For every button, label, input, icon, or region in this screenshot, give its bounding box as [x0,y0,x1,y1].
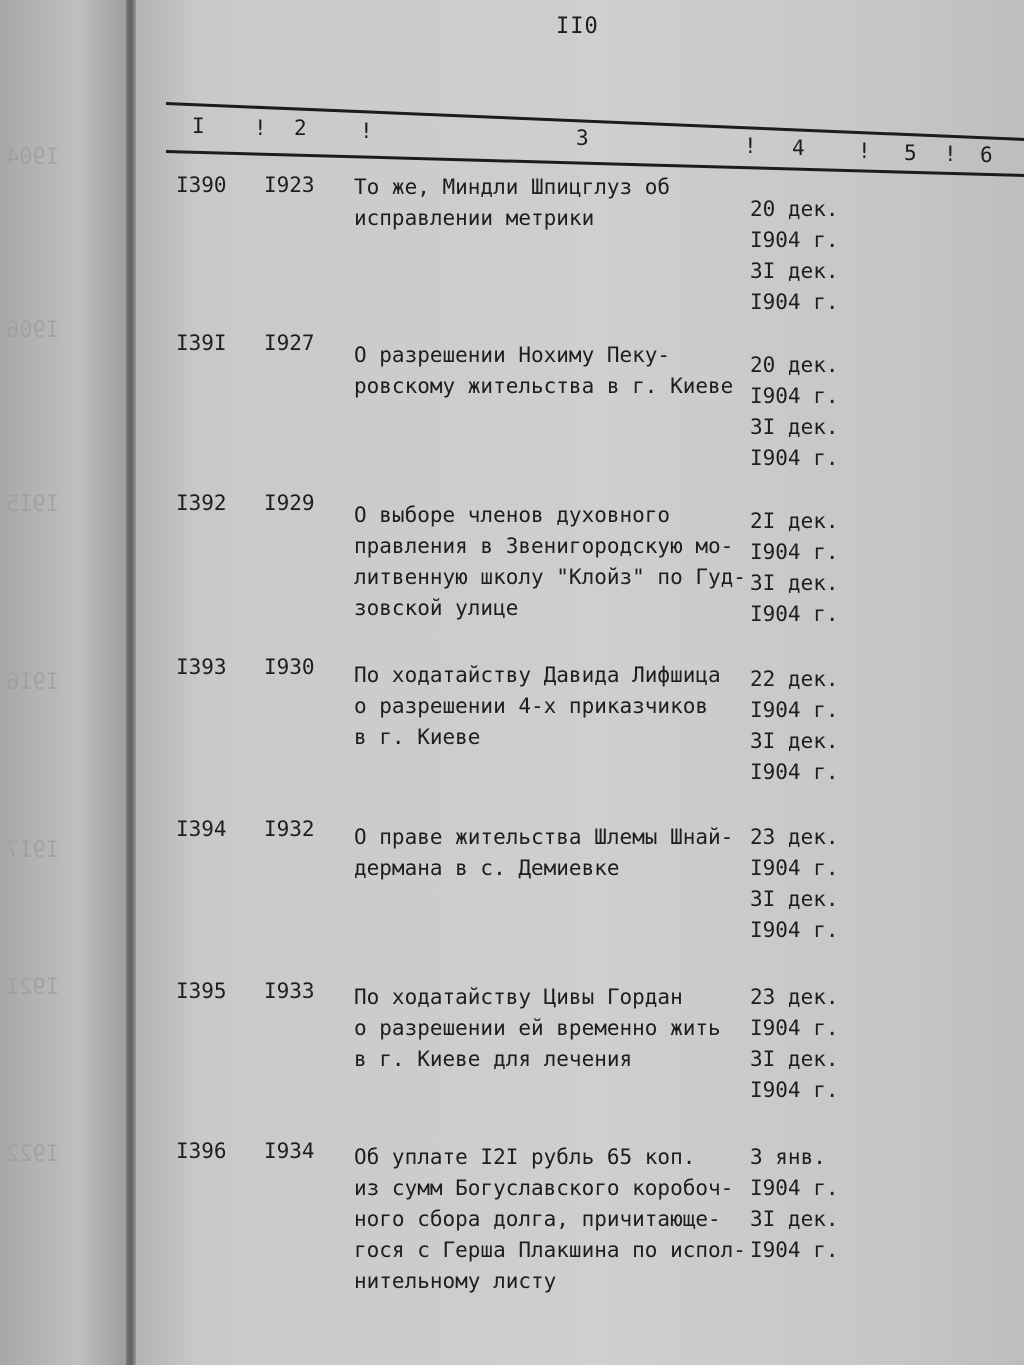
date-line: I904 г. [750,856,839,880]
ghost-number: I904 [6,145,59,170]
title-line: То же, Миндли Шпицглуз об [354,175,671,199]
date-line: I904 г. [750,602,839,626]
header-col-5: 5 [904,141,917,165]
title-line: ного сбора долга, причитающе- [354,1207,721,1231]
date-line: I904 г. [750,1238,839,1262]
header-col-3: 3 [576,126,589,150]
date-line: 23 дек. [750,825,839,849]
date-line: 20 дек. [750,197,839,221]
ghost-number: I9I6 [6,670,59,695]
header-separator: ! [360,119,373,143]
record-dates [750,350,870,474]
header-col-2: 2 [294,116,307,140]
ghost-number: I9I7 [6,838,59,863]
title-line: о разрешении 4-х приказчиков [354,694,709,718]
date-line: 3I дек. [750,415,839,439]
date-line: I904 г. [750,384,839,408]
file-number: I929 [264,491,315,515]
title-line: литвенную школу "Клойз" по Гуд- [354,565,746,589]
date-line: I904 г. [750,760,839,784]
title-line: исправлении метрики [354,206,595,230]
ghost-number: I922 [6,1142,59,1167]
file-number: I923 [264,173,315,197]
record-dates [750,664,870,788]
date-line: I904 г. [750,446,839,470]
record-number: I393 [176,655,227,679]
date-line: I904 г. [750,540,839,564]
header-separator: ! [858,139,871,163]
page-number: II0 [556,14,599,39]
title-line: из сумм Богуславского коробоч- [354,1176,734,1200]
record-title [354,500,749,624]
date-line: 3I дек. [750,259,839,283]
date-line: I904 г. [750,698,839,722]
date-line: 3I дек. [750,887,839,911]
record-dates [750,194,870,318]
title-line: По ходатайству Давида Лифшица [354,663,721,687]
record-dates [750,1142,870,1266]
book-gutter [126,0,136,1365]
record-number: I39I [176,331,227,355]
file-number: I927 [264,331,315,355]
title-line: О выборе членов духовного [354,503,671,527]
date-line: 3I дек. [750,1207,839,1231]
header-col-4: 4 [792,136,805,160]
ghost-number: I906 [6,318,59,343]
date-line: 2I дек. [750,509,839,533]
record-number: I394 [176,817,227,841]
title-line: По ходатайству Цивы Гордан [354,985,683,1009]
document-page [136,0,1024,1365]
record-title [354,982,749,1075]
date-line: I904 г. [750,1078,839,1102]
record-dates [750,822,870,946]
title-line: в г. Киеве для лечения [354,1047,633,1071]
title-line: в г. Киеве [354,725,481,749]
header-col-6: 6 [980,143,993,167]
file-number: I932 [264,817,315,841]
title-line: правления в Звенигородскую мо- [354,534,734,558]
record-title [354,172,749,234]
record-title [354,340,749,402]
header-separator: ! [944,142,957,166]
record-title [354,822,749,884]
title-line: О разрешении Нохиму Пеку- [354,343,671,367]
title-line: нительному листу [354,1269,557,1293]
ghost-number: I9I5 [6,492,59,517]
record-number: I396 [176,1139,227,1163]
record-dates [750,506,870,630]
header-separator: ! [254,116,267,140]
record-number: I395 [176,979,227,1003]
record-title [354,1142,749,1297]
date-line: 22 дек. [750,667,839,691]
header-separator: ! [744,134,757,158]
date-line: 3 янв. [750,1145,826,1169]
record-title [354,660,749,753]
file-number: I934 [264,1139,315,1163]
date-line: I904 г. [750,290,839,314]
date-line: 3I дек. [750,571,839,595]
header-col-1: I [192,114,205,138]
title-line: ровскому жительства в г. Киеве [354,374,734,398]
title-line: Об уплате I2I рубль 65 коп. [354,1145,696,1169]
ghost-number: I92I [6,975,59,1000]
file-number: I930 [264,655,315,679]
title-line: дермана в с. Демиевке [354,856,620,880]
date-line: I904 г. [750,1016,839,1040]
file-number: I933 [264,979,315,1003]
date-line: 3I дек. [750,729,839,753]
title-line: о разрешении ей временно жить [354,1016,721,1040]
record-dates [750,982,870,1106]
record-number: I392 [176,491,227,515]
date-line: I904 г. [750,918,839,942]
date-line: I904 г. [750,1176,839,1200]
date-line: 20 дек. [750,353,839,377]
title-line: зовской улице [354,596,519,620]
title-line: гося с Герша Плакшина по испол- [354,1238,746,1262]
date-line: 23 дек. [750,985,839,1009]
date-line: I904 г. [750,228,839,252]
date-line: 3I дек. [750,1047,839,1071]
title-line: О праве жительства Шлемы Шнай- [354,825,734,849]
left-page-edge [0,0,130,1365]
record-number: I390 [176,173,227,197]
